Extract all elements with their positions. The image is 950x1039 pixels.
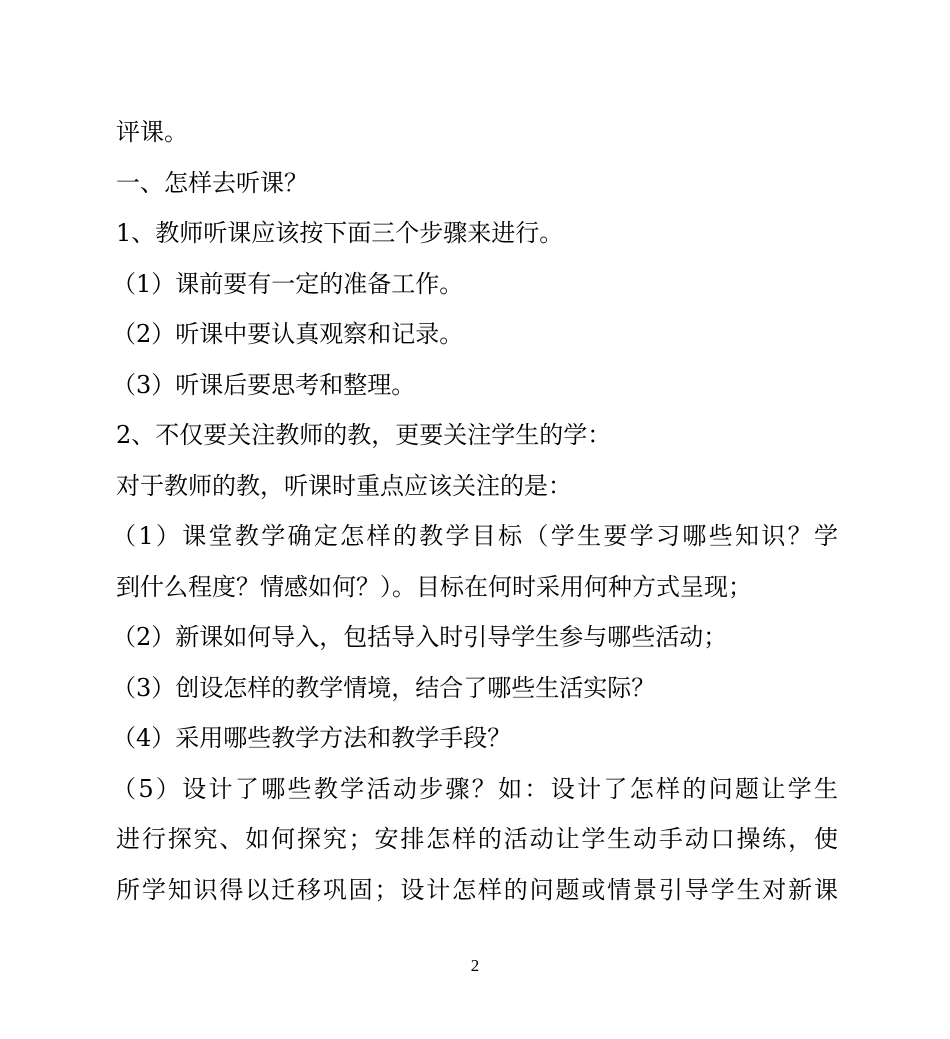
- list-item: （3）听课后要思考和整理。: [112, 370, 416, 399]
- document-body: [112, 107, 838, 915]
- text-line: 进行探究、如何探究；安排怎样的活动让学生动手动口操练，使: [116, 825, 838, 853]
- text-line: 所学知识得以迁移巩固；设计怎样的问题或情景引导学生对新课: [116, 875, 838, 904]
- list-item: （2）听课中要认真观察和记录。: [112, 320, 464, 348]
- text-line: 1、教师听课应该按下面三个步骤来进行。: [116, 219, 564, 247]
- list-item: （1）课前要有一定的准备工作。: [112, 269, 464, 298]
- list-item: （1）课堂教学确定怎样的教学目标（学生要学习哪些知识？学: [112, 522, 838, 550]
- list-item: （4）采用哪些教学方法和教学手段？: [112, 724, 512, 752]
- list-item: （2）新课如何导入，包括导入时引导学生参与哪些活动；: [112, 623, 728, 651]
- list-item: （5）设计了哪些教学活动步骤？如：设计了怎样的问题让学生: [112, 774, 838, 803]
- page-number: 2: [470, 956, 480, 975]
- text-line: 到什么程度？情感如何？）。目标在何时采用何种方式呈现；: [116, 572, 752, 601]
- text-line: 评课。: [116, 118, 188, 146]
- text-line: 2、不仅要关注教师的教，更要关注学生的学：: [116, 421, 612, 449]
- text-line: 对于教师的教，听课时重点应该关注的是：: [116, 471, 572, 500]
- section-heading: 一、怎样去听课？: [116, 168, 308, 197]
- list-item: （3）创设怎样的教学情境，结合了哪些生活实际？: [112, 673, 656, 702]
